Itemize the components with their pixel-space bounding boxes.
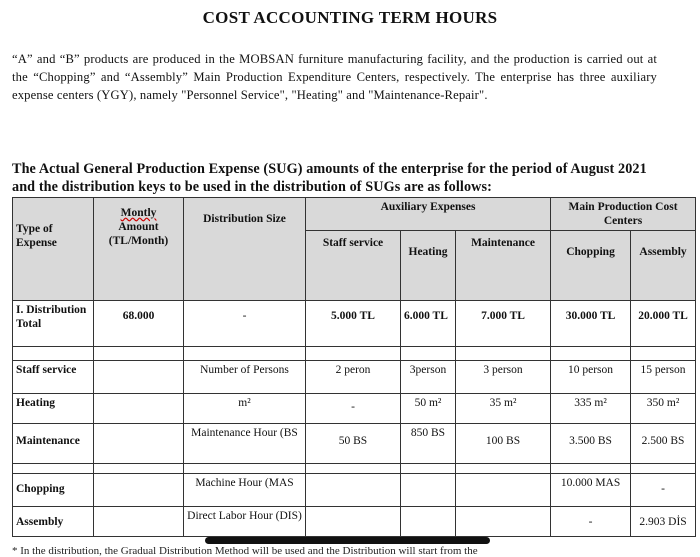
cell-staff-asm: 15 person xyxy=(631,361,696,394)
cell-chopping-amount xyxy=(94,474,184,507)
page-title: COST ACCOUNTING TERM HOURS xyxy=(202,8,498,27)
row-staff-service xyxy=(13,361,696,394)
cell-chopping-heating xyxy=(401,474,456,507)
expense-table xyxy=(12,197,696,537)
cell-staff-maint: 3 person xyxy=(456,361,551,394)
cell-total-asm: 20.000 TL xyxy=(631,301,696,347)
header-maintenance: Maintenance xyxy=(456,231,551,301)
header-auxiliary-expenses: Auxiliary Expenses xyxy=(306,198,551,231)
cell-heating-chop: 335 m² xyxy=(551,394,631,424)
cell-assembly-heating xyxy=(401,507,456,537)
cell-staff-chop: 10 person xyxy=(551,361,631,394)
cell-heating-heating: 50 m² xyxy=(401,394,456,424)
cell-maint-maint: 100 BS xyxy=(456,424,551,464)
cell-assembly-label: Assembly xyxy=(13,507,94,537)
cell-heating-asm: 350 m² xyxy=(631,394,696,424)
cell-chopping-chop: 10.000 MAS xyxy=(551,474,631,507)
cell-total-label: I. Distribution Total xyxy=(13,301,94,347)
cell-maint-heating: 850 BS xyxy=(401,424,456,464)
row-maintenance xyxy=(13,424,696,464)
cell-heating-maint: 35 m² xyxy=(456,394,551,424)
table-caption: The Actual General Production Expense (SUG) amounts of the enterprise for the period of August 2021 and the distribution keys to be used in the distribution of SUGs are as follows: xyxy=(12,161,647,195)
footer-note: * In the distribution, the Gradual Distribution Method will be used and the Distribution will start from the xyxy=(12,545,478,557)
header-chopping: Chopping xyxy=(551,231,631,301)
header-type: Type of Expense xyxy=(13,198,94,301)
row-heating xyxy=(13,394,696,424)
cell-staff-label: Staff service xyxy=(13,361,94,394)
cell-chopping-dist: Machine Hour (MAS xyxy=(184,474,306,507)
cell-heating-dist: m² xyxy=(184,394,306,424)
row-assembly xyxy=(13,507,696,537)
cell-total-dist: - xyxy=(184,301,306,347)
row-chopping xyxy=(13,474,696,507)
cell-assembly-chop: - xyxy=(551,507,631,537)
header-main-production: Main Production Cost Centers xyxy=(551,198,696,231)
cell-maint-dist: Maintenance Hour (BS xyxy=(184,424,306,464)
cell-chopping-asm: - xyxy=(631,474,696,507)
cell-assembly-staff xyxy=(306,507,401,537)
header-monthly-amount xyxy=(94,198,184,301)
header-distribution-size: Distribution Size xyxy=(184,198,306,301)
cell-total-amount: 68.000 xyxy=(94,301,184,347)
cell-chopping-label: Chopping xyxy=(13,474,94,507)
cell-maint-staff: 50 BS xyxy=(306,424,401,464)
header-montly-word: Montly xyxy=(120,207,157,219)
cell-staff-amount xyxy=(94,361,184,394)
cell-staff-staff: 2 peron xyxy=(306,361,401,394)
cell-assembly-asm: 2.903 DİS xyxy=(631,507,696,537)
cell-chopping-maint xyxy=(456,474,551,507)
header-row-1 xyxy=(13,198,696,231)
row-distribution-total xyxy=(13,301,696,347)
cell-total-heating: 6.000 TL xyxy=(401,301,456,347)
cell-maint-chop: 3.500 BS xyxy=(551,424,631,464)
cell-total-chop: 30.000 TL xyxy=(551,301,631,347)
cell-staff-heating: 3person xyxy=(401,361,456,394)
cell-total-staff: 5.000 TL xyxy=(306,301,401,347)
cell-heating-staff: - xyxy=(306,394,401,424)
header-amount-unit: Amount (TL/Month) xyxy=(108,221,169,247)
cell-maint-asm: 2.500 BS xyxy=(631,424,696,464)
header-heating: Heating xyxy=(401,231,456,301)
cell-staff-dist: Number of Persons xyxy=(184,361,306,394)
cell-assembly-amount xyxy=(94,507,184,537)
cell-total-maint: 7.000 TL xyxy=(456,301,551,347)
spacer-row xyxy=(13,347,696,361)
intro-paragraph: “A” and “B” products are produced in the MOBSAN furniture manufacturing facility, and the production is carried out at the “Chopping” and “Assembly” Main Production Expenditure Centers, respectively. The enterprise has three auxiliary expense centers (YGY), namely "Personnel Service", "Heating" and "Maintenance-Repair". xyxy=(12,52,657,102)
redaction-mark xyxy=(205,537,490,544)
cell-maint-amount xyxy=(94,424,184,464)
header-assembly: Assembly xyxy=(631,231,696,301)
cell-assembly-maint xyxy=(456,507,551,537)
header-staff-service: Staff service xyxy=(306,231,401,301)
cell-assembly-dist: Direct Labor Hour (DIS) xyxy=(184,507,306,537)
cell-heating-amount xyxy=(94,394,184,424)
cell-chopping-staff xyxy=(306,474,401,507)
cell-maint-label: Maintenance xyxy=(13,424,94,464)
spacer-row-2 xyxy=(13,464,696,474)
cell-heating-label: Heating xyxy=(13,394,94,424)
